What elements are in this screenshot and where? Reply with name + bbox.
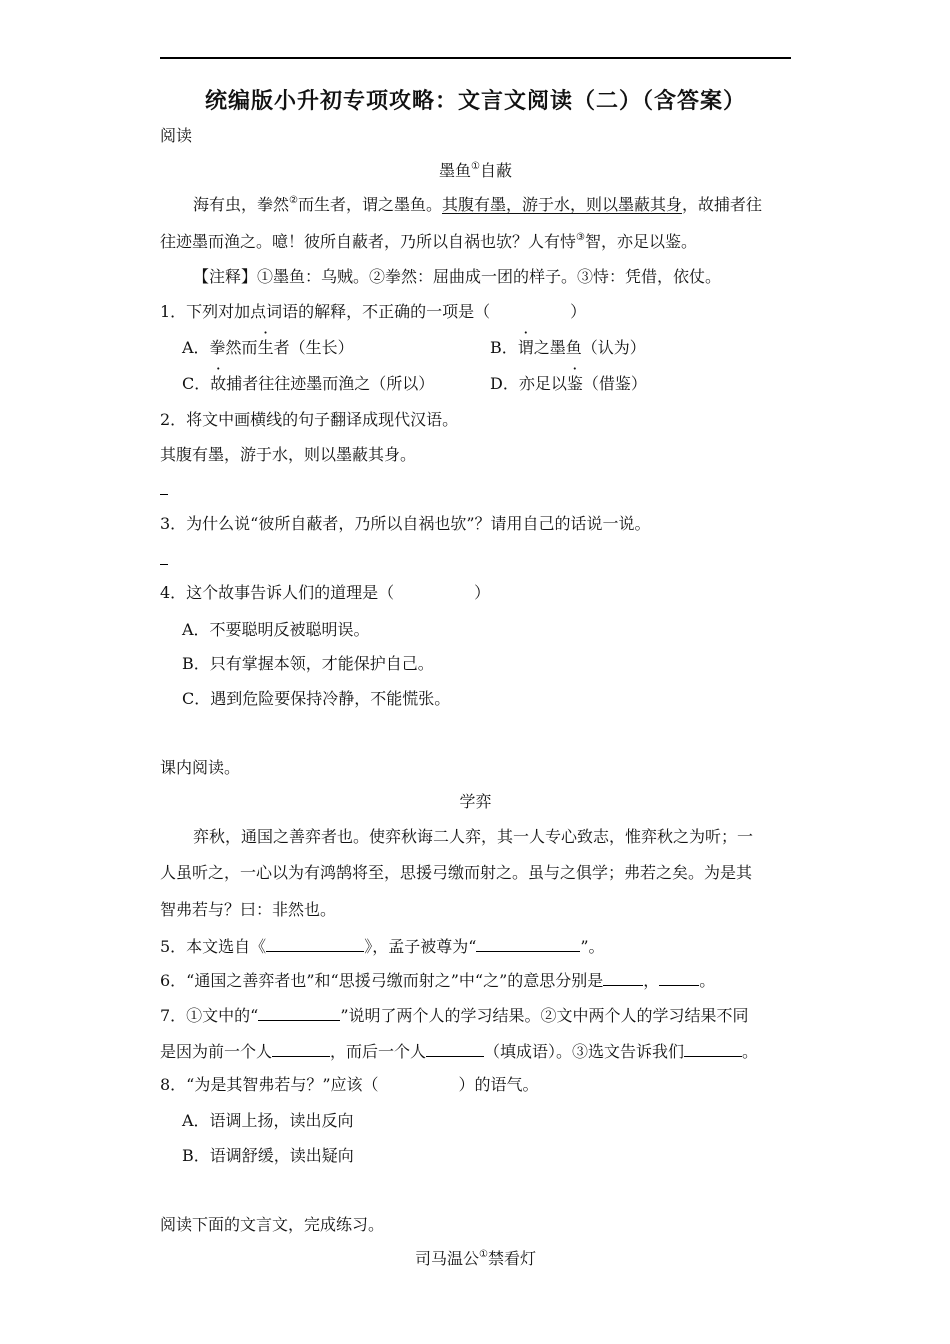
section3-intro: 阅读下面的文言文，完成练习。: [160, 1215, 385, 1234]
page-title: 统编版小升初专项攻略：文言文阅读（二）（含答案）: [204, 89, 746, 114]
q4-option-b: B．只有掌握本领，才能保护自己。: [182, 654, 434, 673]
passage3-title: 司马温公①禁看灯: [415, 1249, 536, 1268]
q1-option-b: B．谓之墨鱼（认为）: [490, 338, 646, 357]
q6-blank-2[interactable]: [659, 969, 699, 986]
q7-blank-1[interactable]: [258, 1004, 340, 1021]
passage2-line3: 智弗若与？曰：非然也。: [160, 900, 337, 919]
q7-blank-3[interactable]: [426, 1040, 484, 1057]
question-1: 1．下列对加点词语的解释，不正确的一项是（ ）: [160, 302, 587, 321]
question-7-line2: 是因为前一个人 ，而后一个人 （填成语）。③选文告诉我们 。: [160, 1042, 759, 1061]
q5-blank-1[interactable]: [266, 935, 364, 952]
q1-option-c: C．故捕者往往迹墨而渔之（所以）: [182, 374, 435, 393]
q6-blank-1[interactable]: [603, 969, 643, 986]
underlined-sentence: 其腹有墨，游于水，则以墨蔽其身: [442, 195, 683, 214]
header-rule: [160, 57, 791, 59]
q5-blank-2[interactable]: [476, 935, 580, 952]
q2-answer-line: [160, 494, 168, 495]
passage1-line1: 海有虫，拳然②而生者，谓之墨鱼。其腹有墨，游于水，则以墨蔽其身，故捕者往: [193, 195, 763, 214]
passage1-notes: 【注释】①墨鱼：乌贼。②拳然：屈曲成一团的样子。③恃：凭借，依仗。: [193, 267, 722, 286]
section1-intro: 阅读: [160, 126, 193, 145]
q8-option-b: B．语调舒缓，读出疑向: [182, 1146, 354, 1165]
question-6: 6．“通国之善弈者也”和“思援弓缴而射之”中“之”的意思分别是 ， 。: [160, 971, 716, 990]
question-2: 2．将文中画横线的句子翻译成现代汉语。: [160, 410, 459, 429]
question-7-line1: 7．①文中的“ ”说明了两个人的学习结果。②文中两个人的学习结果不同: [160, 1006, 749, 1025]
q2-sentence: 其腹有墨，游于水，则以墨蔽其身。: [160, 445, 417, 464]
q1-option-a: A．拳然而生者（生长）: [182, 338, 354, 357]
section2-intro: 课内阅读。: [160, 758, 241, 777]
passage2-title: 学弈: [459, 792, 492, 811]
question-3: 3．为什么说“彼所自蔽者，乃所以自祸也欤”？请用自己的话说一说。: [160, 514, 651, 533]
q8-option-a: A．语调上扬，读出反向: [182, 1111, 354, 1130]
question-8: 8．“为是其智弗若与？”应该（ ）的语气。: [160, 1075, 539, 1094]
passage1-title: 墨鱼①自蔽: [439, 161, 512, 180]
passage2-line2: 人虽听之，一心以为有鸿鹄将至，思援弓缴而射之。虽与之俱学；弗若之矣。为是其: [160, 863, 753, 882]
passage2-line1: 弈秋，通国之善弈者也。使弈秋诲二人弈，其一人专心致志，惟弈秋之为听；一: [193, 827, 754, 846]
q1-option-d: D．亦足以鉴（借鉴）: [490, 374, 647, 393]
q4-option-c: C．遇到危险要保持冷静，不能慌张。: [182, 689, 451, 708]
question-4: 4．这个故事告诉人们的道理是（ ）: [160, 583, 491, 602]
q3-answer-line: [160, 564, 168, 565]
question-5: 5．本文选自《 》，孟子被尊为“ ”。: [160, 937, 605, 956]
passage1-line2: 往迹墨而渔之。噫！彼所自蔽者，乃所以自祸也欤？人有恃③智，亦足以鉴。: [160, 232, 697, 251]
q7-blank-2[interactable]: [272, 1040, 330, 1057]
q7-blank-4[interactable]: [684, 1040, 742, 1057]
q4-option-a: A．不要聪明反被聪明误。: [182, 620, 370, 639]
